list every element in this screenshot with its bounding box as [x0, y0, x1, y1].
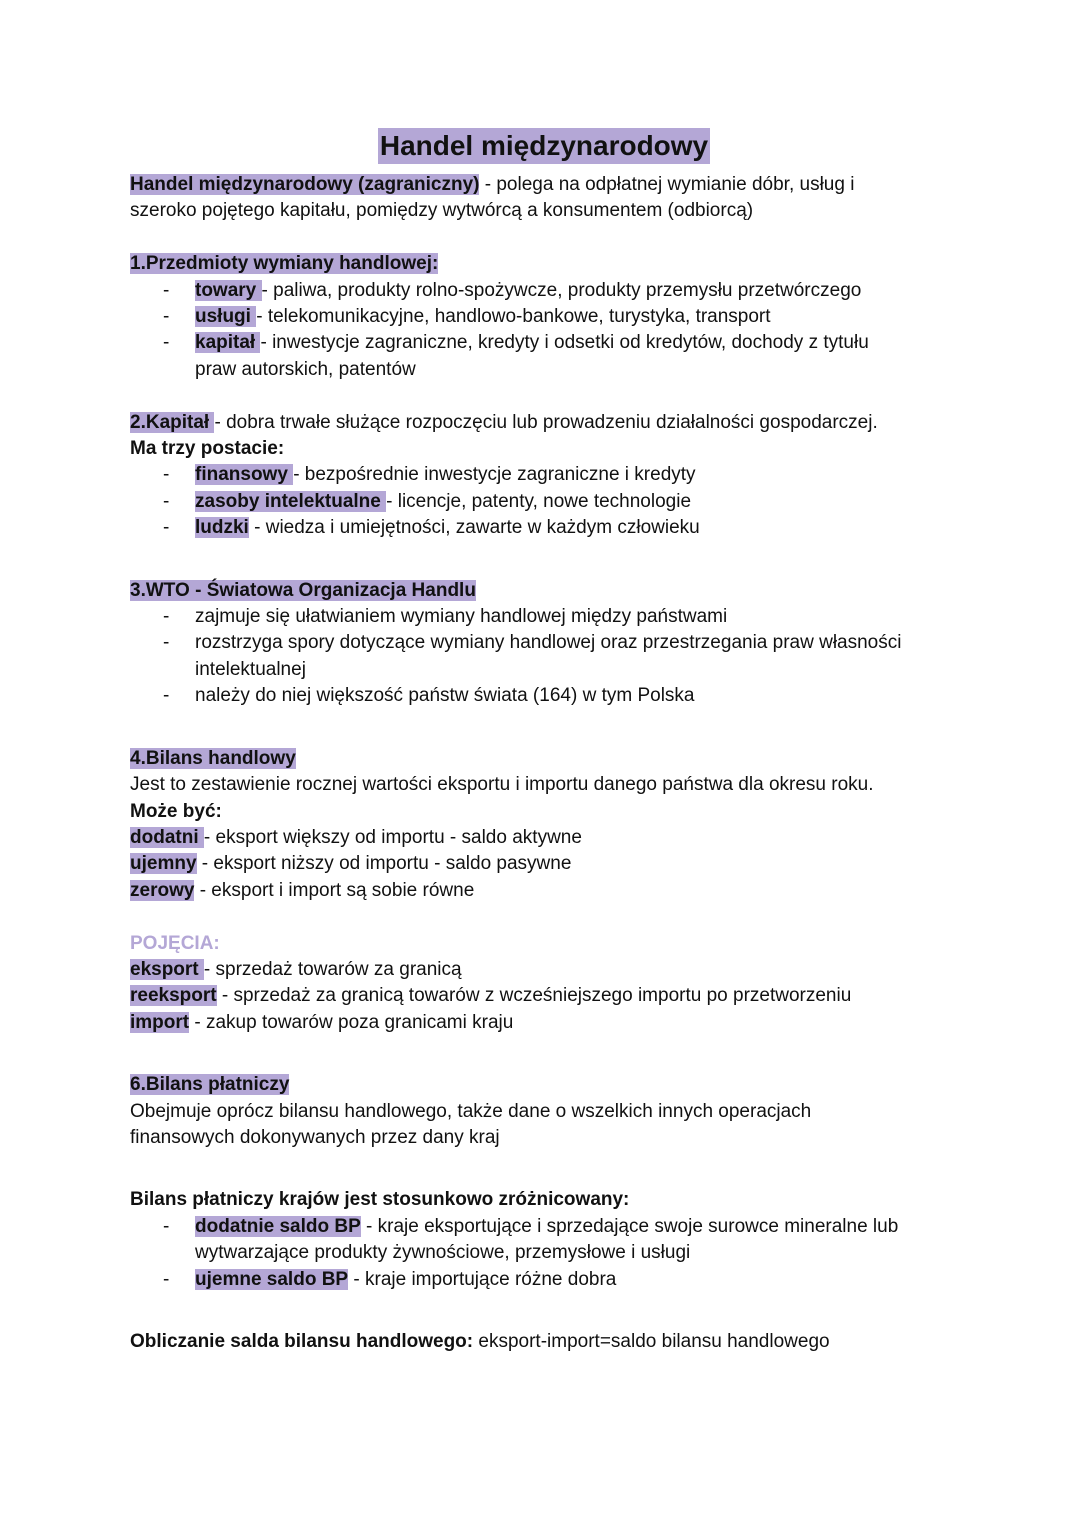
list-item — [130, 983, 950, 1009]
list-item — [195, 304, 950, 330]
list-item-term: ujemne saldo BP — [195, 1268, 349, 1290]
section-kapital — [130, 410, 950, 542]
list-item — [195, 515, 950, 541]
list-item-text: - licencje, patenty, nowe technologie — [386, 490, 692, 512]
list-item-text: - sprzedaż za granicą towarów z wcześniejszego importu po przetworzeniu — [216, 985, 852, 1007]
list-item-text: - eksport większy od importu - saldo aktywne — [203, 826, 582, 848]
list-item-text: - eksport niższy od importu - saldo pasywne — [196, 853, 572, 875]
intro-line-2: szeroko pojętego kapitału, pomiędzy wytwórcą a konsumentem (odbiorcą) — [130, 200, 754, 222]
section-bp — [130, 1187, 950, 1293]
list-item-term: towary — [195, 279, 262, 301]
list-item-text: - wiedza i umiejętności, zawarte w każdym człowieku — [248, 517, 700, 539]
list-item-term: kapitał — [195, 332, 261, 354]
list-item — [195, 1267, 950, 1293]
list-item-text: - bezpośrednie inwestycje zagraniczne i kredyty — [293, 464, 696, 486]
section-6-heading: 6.Bilans płatniczy — [130, 1074, 290, 1096]
section-3-list — [130, 604, 950, 710]
list-item — [130, 825, 950, 851]
formula-text: eksport-import=saldo bilansu handlowego — [473, 1330, 830, 1352]
section-2-sub: Ma trzy postacie: — [130, 438, 285, 460]
section-2-desc: - dobra trwałe służące rozpoczęciu lub prowadzeniu działalności gospodarczej. — [214, 411, 878, 433]
section-3-heading: 3.WTO - Światowa Organizacja Handlu — [130, 579, 476, 601]
document-page — [130, 128, 950, 1355]
section-2-list — [130, 462, 950, 541]
list-item — [195, 489, 950, 515]
list-item: - zajmuje się ułatwianiem wymiany handlowej między państwami — [195, 604, 950, 630]
list-item-text: - eksport i import są sobie równe — [194, 879, 475, 901]
list-item-term: zerowy — [130, 879, 195, 901]
list-item — [130, 878, 950, 904]
list-item-term: ludzki — [195, 517, 249, 539]
section-przedmioty — [130, 251, 950, 383]
list-item-term: dodatni — [130, 826, 204, 848]
list-item-term: dodatnie saldo BP — [195, 1215, 361, 1237]
list-item-text: - telekomunikacyjne, handlowo-bankowe, turystyka, transport — [256, 306, 771, 328]
bp-heading: Bilans płatniczy krajów jest stosunkowo zróżnicowany: — [130, 1189, 630, 1211]
list-item-text: - kraje eksportujące i sprzedające swoje surowce mineralne lub — [360, 1215, 899, 1237]
intro-paragraph — [130, 172, 950, 225]
list-item-term: import — [130, 1011, 190, 1033]
list-item-text: - zakup towarów poza granicami kraju — [189, 1011, 514, 1033]
list-item — [195, 1214, 950, 1267]
list-item-text: - inwestycje zagraniczne, kredyty i odsetki od kredytów, dochody z tytułu — [260, 332, 869, 354]
list-item-text-continued: praw autorskich, patentów — [195, 358, 416, 380]
section-bilans-platniczy — [130, 1072, 950, 1151]
section-6-line-1: Obejmuje oprócz bilansu handlowego, także dane o wszelkich innych operacjach — [130, 1100, 812, 1122]
list-item-term: reeksport — [130, 985, 217, 1007]
list-item-text: - kraje importujące różne dobra — [348, 1268, 617, 1290]
list-item: - należy do niej większość państw świata (164) w tym Polska — [195, 683, 950, 709]
list-item — [195, 630, 950, 683]
section-wto — [130, 578, 950, 710]
list-item — [195, 278, 950, 304]
formula-label: Obliczanie salda bilansu handlowego: — [130, 1330, 474, 1352]
page-title: Handel międzynarodowy — [378, 128, 710, 164]
bp-list — [130, 1214, 950, 1293]
list-item — [195, 462, 950, 488]
list-item-term: finansowy — [195, 464, 294, 486]
list-item-term: usługi — [195, 306, 257, 328]
list-item-text: - paliwa, produkty rolno-spożywcze, produkty przemysłu przetwórczego — [261, 279, 862, 301]
section-6-line-2: finansowych dokonywanych przez dany kraj — [130, 1126, 500, 1148]
list-item-term: ujemny — [130, 853, 197, 875]
section-4-heading: 4.Bilans handlowy — [130, 747, 296, 769]
title-block — [138, 128, 950, 168]
list-item-text: - rozstrzyga spory dotyczące wymiany handlowej oraz przestrzegania praw własności — [195, 632, 902, 654]
list-item-text: - sprzedaż towarów za granicą — [203, 958, 462, 980]
list-item-term: zasoby intelektualne — [195, 490, 387, 512]
list-item-text-continued: wytwarzające produkty żywnościowe, przemysłowe i usługi — [195, 1242, 691, 1264]
list-item — [130, 851, 950, 877]
section-1-heading: 1.Przedmioty wymiany handlowej: — [130, 253, 439, 275]
formula-line — [130, 1329, 950, 1355]
intro-term: Handel międzynarodowy (zagraniczny) — [130, 174, 480, 195]
list-item-text-continued: intelektualnej — [195, 658, 306, 680]
section-bilans-handlowy — [130, 746, 950, 904]
section-pojecia — [130, 931, 950, 1037]
list-item-term: eksport — [130, 958, 204, 980]
list-item — [195, 330, 950, 383]
intro-line-1: - polega na odpłatnej wymianie dóbr, usług i — [479, 174, 855, 195]
list-item — [130, 957, 950, 983]
pojecia-heading: POJĘCIA: — [130, 932, 220, 954]
section-1-list — [130, 278, 950, 384]
section-4-sub: Może być: — [130, 800, 222, 822]
list-item — [130, 1010, 950, 1036]
section-2-heading: 2.Kapitał — [130, 411, 215, 433]
section-4-desc: Jest to zestawienie rocznej wartości eksportu i importu danego państwa dla okresu roku. — [130, 774, 874, 796]
